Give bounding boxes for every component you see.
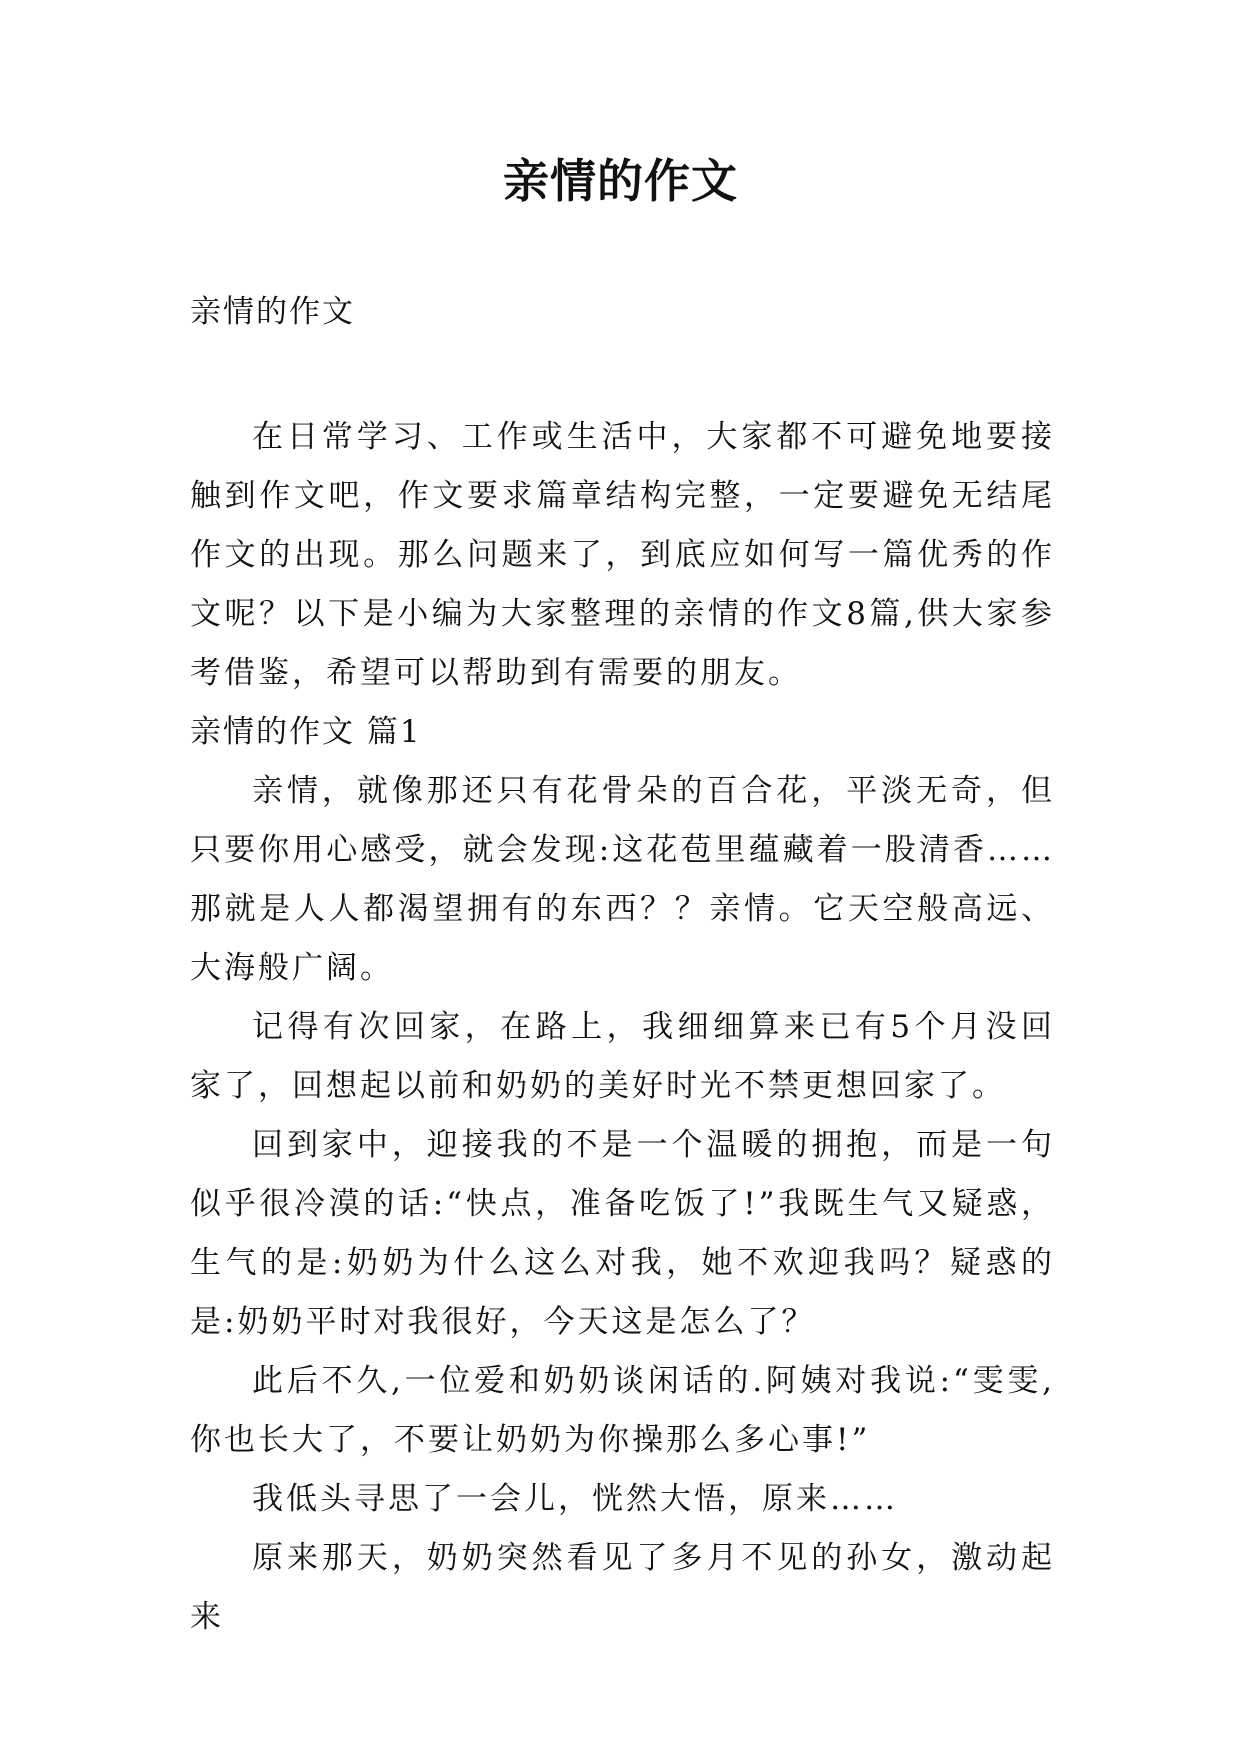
document-title: 亲情的作文 [503,154,738,208]
body-paragraph: 我低头寻思了一会儿，恍然大悟，原来…… [252,1481,898,1517]
body-paragraph: 原来那天，奶奶突然看见了多月不见的孙女，激动起来 [190,1540,1055,1635]
intro-paragraph: 在日常学习、工作或生活中，大家都不可避免地要接触到作文吧，作文要求篇章结构完整，一定要避免无结尾作文的出现。那么问题来了，到底应如何写一篇优秀的作文呢？以下是小编为大家整理的亲情的作文8篇,供大家参考借鉴，希望可以帮助到有需要的朋友。 [190,419,1055,691]
body-paragraph: 此后不久,一位爱和奶奶谈闲话的.阿姨对我说:“雯雯,你也长大了，不要让奶奶为你操那么多心事!” [190,1363,1055,1458]
body-paragraph: 记得有次回家，在路上，我细细算来已有5个月没回家了，回想起以前和奶奶的美好时光不禁更想回家了。 [190,1009,1055,1104]
body-paragraph: 回到家中，迎接我的不是一个温暖的拥抱，而是一句似乎很冷漠的话:“快点，准备吃饭了!”我既生气又疑惑，生气的是:奶奶为什么这么对我，她不欢迎我吗？疑惑的是:奶奶平时对我很好，今天这是怎么了？ [190,1127,1055,1340]
document-body [190,408,1055,1647]
body-paragraph: 亲情，就像那还只有花骨朵的百合花，平淡无奇，但只要你用心感受，就会发现:这花苞里蕴藏着一股清香……那就是人人都渴望拥有的东西？？亲情。它天空般高远、大海般广阔。 [190,773,1055,986]
section-heading: 亲情的作文 篇1 [190,714,422,750]
document-subtitle: 亲情的作文 [190,294,355,330]
